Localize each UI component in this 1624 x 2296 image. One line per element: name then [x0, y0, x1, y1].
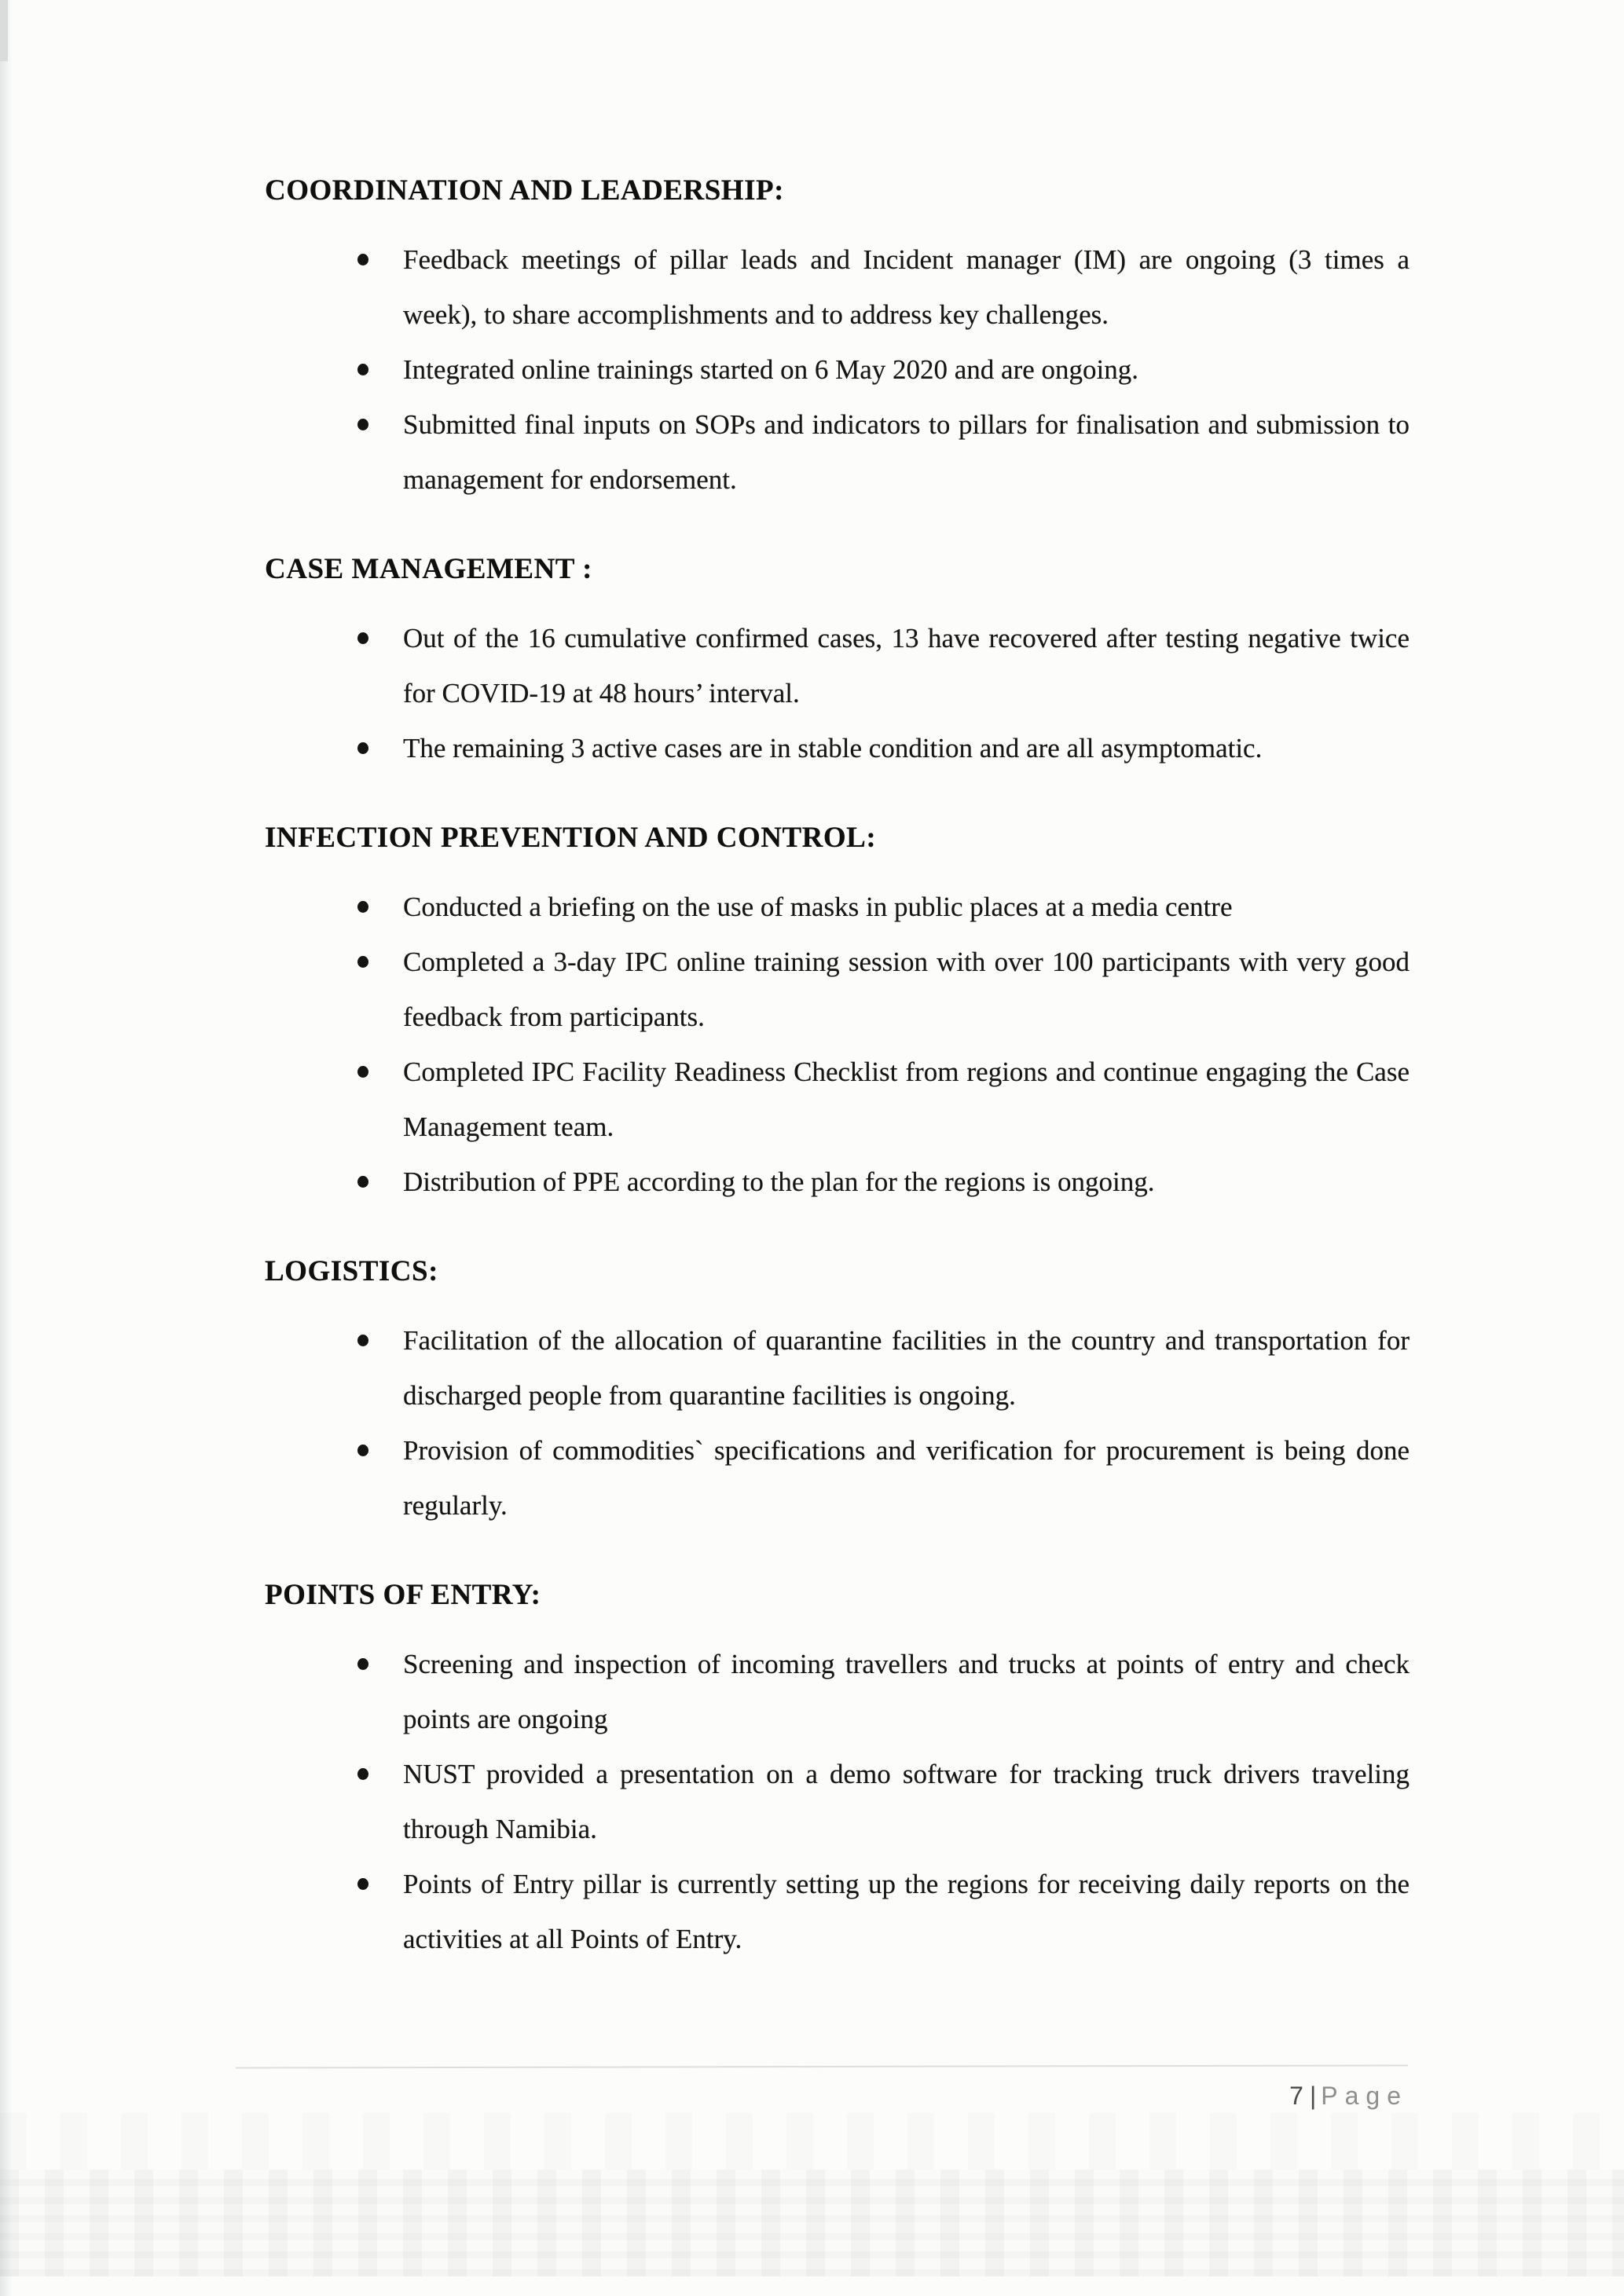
list-item: [265, 342, 1410, 397]
list-item: [265, 1045, 1410, 1155]
section-case-management: [265, 542, 1410, 776]
section-infection-prevention-and-control: [265, 811, 1410, 1210]
list-item: [265, 1637, 1410, 1747]
list-item: [265, 1313, 1410, 1423]
bullet-dot-icon: [357, 632, 368, 644]
bullet-text: Submitted final inputs on SOPs and indicators to pillars for finalisation and submission to management for endorsement.: [403, 409, 1410, 495]
bullet-text: Provision of commodities` specifications and verification for procurement is being done regularly.: [403, 1435, 1410, 1521]
section-points-of-entry: [265, 1568, 1410, 1967]
section-heading: POINTS OF ENTRY:: [265, 1579, 541, 1611]
bullet-text: Feedback meetings of pillar leads and Incident manager (IM) are ongoing (3 times a week), to share accomplishments and to address key challenges.: [403, 244, 1410, 330]
section-logistics: [265, 1244, 1410, 1533]
bullet-dot-icon: [357, 364, 368, 375]
report-body: [265, 163, 1410, 1967]
page-footer: [236, 2080, 1408, 2111]
scan-noise-band: [0, 2170, 1624, 2276]
bullet-text: Out of the 16 cumulative confirmed cases, 13 have recovered after testing negative twice for COVID-19 at 48 hours’ interval.: [403, 623, 1410, 709]
bullet-dot-icon: [357, 254, 368, 265]
bullet-dot-icon: [357, 956, 368, 968]
bullet-text: Points of Entry pillar is currently setting up the regions for receiving daily reports on the activities at all Points of Entry.: [403, 1869, 1410, 1954]
bullet-dot-icon: [357, 1335, 368, 1346]
list-item: [265, 880, 1410, 935]
bullet-dot-icon: [357, 1768, 368, 1780]
section-heading: INFECTION PREVENTION AND CONTROL:: [265, 822, 877, 854]
list-item: [265, 1857, 1410, 1967]
bullet-text: Integrated online trainings started on 6 May 2020 and are ongoing.: [403, 354, 1139, 385]
footer-divider-line: [236, 2064, 1408, 2068]
section-heading: CASE MANAGEMENT :: [265, 553, 592, 585]
list-item: [265, 1155, 1410, 1210]
scan-corner-mark: [0, 0, 8, 61]
page-number: 7: [1289, 2082, 1303, 2110]
bullet-list: [265, 233, 1410, 507]
bullet-text: Facilitation of the allocation of quarantine facilities in the country and transportation for discharged people from quarantine facilities is ongoing.: [403, 1325, 1410, 1411]
list-item: [265, 935, 1410, 1045]
bullet-dot-icon: [357, 1176, 368, 1188]
list-item: [265, 397, 1410, 507]
bullet-text: NUST provided a presentation on a demo software for tracking truck drivers traveling through Namibia.: [403, 1759, 1410, 1844]
list-item: [265, 1423, 1410, 1533]
bullet-text: The remaining 3 active cases are in stable condition and are all asymptomatic.: [403, 733, 1263, 764]
bullet-list: [265, 880, 1410, 1210]
bullet-dot-icon: [357, 1658, 368, 1670]
bullet-text: Completed IPC Facility Readiness Checklist from regions and continue engaging the Case Management team.: [403, 1056, 1410, 1142]
scan-edge-shadow: [0, 0, 13, 2296]
bullet-text: Distribution of PPE according to the plan for the regions is ongoing.: [403, 1166, 1155, 1197]
bullet-dot-icon: [357, 901, 368, 913]
section-coordination-and-leadership: [265, 163, 1410, 507]
bullet-dot-icon: [357, 1066, 368, 1078]
section-heading: LOGISTICS:: [265, 1255, 438, 1287]
bullet-list: [265, 611, 1410, 776]
footer-separator: |: [1309, 2082, 1317, 2110]
list-item: [265, 611, 1410, 721]
bullet-list: [265, 1313, 1410, 1533]
list-item: [265, 1747, 1410, 1857]
scan-noise-band-upper: [0, 2113, 1624, 2170]
list-item: [265, 233, 1410, 342]
bullet-text: Conducted a briefing on the use of masks in public places at a media centre: [403, 892, 1233, 922]
bullet-dot-icon: [357, 1878, 368, 1890]
bullet-list: [265, 1637, 1410, 1967]
bullet-text: Screening and inspection of incoming travellers and trucks at points of entry and check points are ongoing: [403, 1649, 1410, 1734]
footer-page-label: Page: [1321, 2082, 1408, 2110]
list-item: [265, 721, 1410, 776]
bullet-dot-icon: [357, 1445, 368, 1456]
bullet-dot-icon: [357, 742, 368, 754]
bullet-dot-icon: [357, 419, 368, 430]
section-heading: COORDINATION AND LEADERSHIP:: [265, 174, 784, 207]
bullet-text: Completed a 3-day IPC online training session with over 100 participants with very good feedback from participants.: [403, 947, 1410, 1032]
